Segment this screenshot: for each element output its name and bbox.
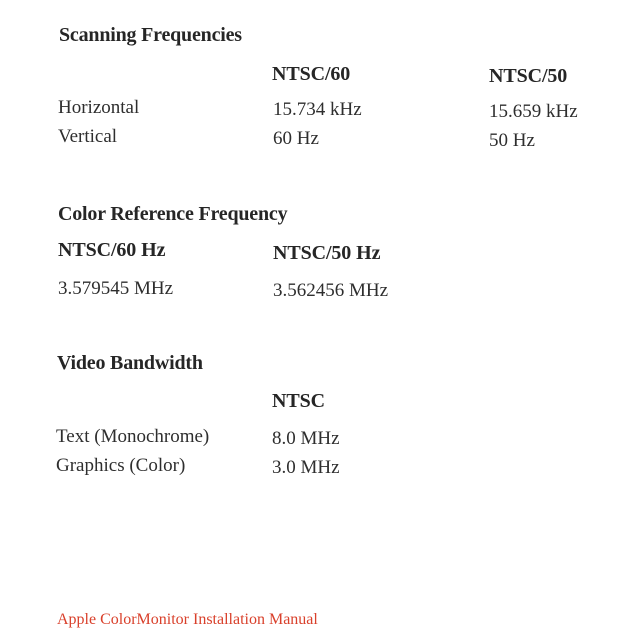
color-ref-ntsc50-value: 3.562456 MHz — [273, 280, 389, 301]
scanning-vertical-ntsc50: 50 Hz — [489, 130, 535, 151]
scanning-vertical-ntsc60: 60 Hz — [273, 128, 319, 149]
color-ref-ntsc60-value: 3.579545 MHz — [58, 278, 174, 299]
scanning-horizontal-ntsc60: 15.734 kHz — [273, 99, 362, 120]
bandwidth-row-graphics-value: 3.0 MHz — [272, 457, 340, 478]
manual-footer: Apple ColorMonitor Installation Manual — [57, 611, 318, 628]
scanning-row-vertical-label: Vertical — [58, 126, 118, 147]
color-ref-col-ntsc60: NTSC/60 Hz — [58, 239, 166, 261]
scanning-frequencies-title: Scanning Frequencies — [59, 24, 242, 46]
bandwidth-col-ntsc: NTSC — [272, 390, 325, 412]
scanning-col-ntsc60: NTSC/60 — [272, 63, 351, 85]
scanning-horizontal-ntsc50: 15.659 kHz — [489, 101, 578, 122]
bandwidth-row-text-value: 8.0 MHz — [272, 428, 340, 449]
bandwidth-row-graphics-label: Graphics (Color) — [56, 455, 186, 476]
bandwidth-row-text-label: Text (Monochrome) — [56, 426, 210, 447]
color-reference-title: Color Reference Frequency — [58, 203, 288, 225]
color-ref-col-ntsc50: NTSC/50 Hz — [273, 242, 381, 264]
video-bandwidth-title: Video Bandwidth — [57, 352, 203, 374]
scanning-row-horizontal-label: Horizontal — [58, 97, 140, 118]
scanning-col-ntsc50: NTSC/50 — [489, 65, 568, 87]
